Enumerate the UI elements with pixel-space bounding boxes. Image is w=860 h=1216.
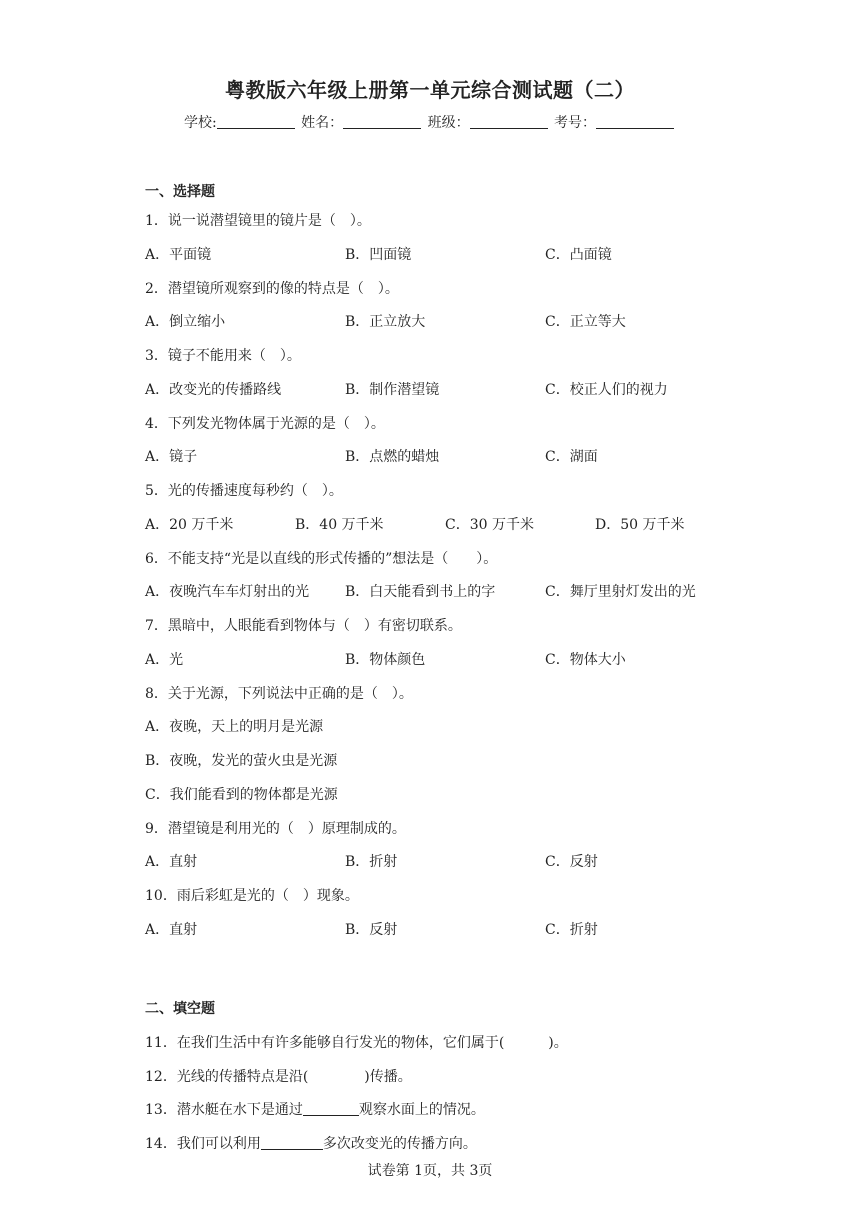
q4-option-a[interactable]: A．镜子 [145, 449, 198, 465]
q11-text-after: )。 [548, 1035, 568, 1051]
question-14 [145, 1133, 477, 1153]
page-title: 粤教版六年级上册第一单元综合测试题（二） [225, 78, 635, 102]
q7-option-c[interactable]: C．物体大小 [545, 652, 626, 668]
number-blank[interactable] [596, 114, 674, 129]
q12-text-after: )传播。 [364, 1069, 412, 1085]
q4-option-b[interactable]: B．点燃的蜡烛 [345, 449, 440, 465]
q7-option-a[interactable]: A．光 [145, 652, 184, 668]
q2-option-a[interactable]: A．倒立缩小 [145, 314, 226, 330]
question-4: 4．下列发光物体属于光源的是（ ）。 [145, 416, 385, 432]
name-blank[interactable] [343, 114, 421, 129]
question-8: 8．关于光源，下列说法中正确的是（ ）。 [145, 686, 413, 702]
q9-option-c[interactable]: C．反射 [545, 854, 598, 870]
q1-option-a[interactable]: A．平面镜 [145, 247, 212, 263]
q2-option-c[interactable]: C．正立等大 [545, 314, 626, 330]
q8-option-b[interactable]: B．夜晚，发光的萤火虫是光源 [145, 753, 338, 769]
class-blank[interactable] [470, 114, 548, 129]
question-6: 6．不能支持“光是以直线的形式传播的”想法是（ ）。 [145, 551, 498, 567]
q6-option-a[interactable]: A．夜晚汽车车灯射出的光 [145, 584, 310, 600]
q13-text-after: 观察水面上的情况。 [358, 1102, 485, 1118]
student-info-line [0, 112, 860, 132]
section-fill-heading: 二、填空题 [145, 1001, 215, 1017]
name-label: 姓名： [301, 115, 344, 131]
q3-option-a[interactable]: A．改变光的传播路线 [145, 382, 282, 398]
question-9: 9．潜望镜是利用光的（ ）原理制成的。 [145, 821, 406, 837]
question-5: 5．光的传播速度每秒约（ ）。 [145, 483, 343, 499]
q10-option-c[interactable]: C．折射 [545, 922, 598, 938]
question-10: 10．雨后彩虹是光的（ ）现象。 [145, 888, 359, 904]
number-label: 考号： [554, 115, 597, 131]
q9-option-a[interactable]: A．直射 [145, 854, 198, 870]
q10-option-a[interactable]: A．直射 [145, 922, 198, 938]
q8-option-c[interactable]: C．我们能看到的物体都是光源 [145, 787, 338, 803]
q1-option-b[interactable]: B．凹面镜 [345, 247, 412, 263]
q14-answer-blank[interactable] [261, 1135, 323, 1150]
q1-option-c[interactable]: C．凸面镜 [545, 247, 612, 263]
q3-option-b[interactable]: B．制作潜望镜 [345, 382, 440, 398]
q5-option-c[interactable]: C．30 万千米 [445, 517, 534, 533]
q10-option-b[interactable]: B．反射 [345, 922, 398, 938]
q8-option-a[interactable]: A．夜晚，天上的明月是光源 [145, 719, 324, 735]
school-blank[interactable] [217, 114, 295, 129]
q5-option-b[interactable]: B．40 万千米 [295, 517, 384, 533]
q4-option-c[interactable]: C．湖面 [545, 449, 598, 465]
q7-option-b[interactable]: B．物体颜色 [345, 652, 426, 668]
page-footer: 试卷第 1页，共 3页 [367, 1163, 493, 1179]
q13-text-before: 13．潜水艇在水下是通过 [145, 1102, 303, 1118]
q3-option-c[interactable]: C．校正人们的视力 [545, 382, 668, 398]
q5-option-d[interactable]: D．50 万千米 [595, 517, 685, 533]
question-12 [145, 1066, 412, 1086]
question-11 [145, 1032, 568, 1052]
q11-text-before: 11．在我们生活中有许多能够自行发光的物体，它们属于( [145, 1035, 505, 1051]
q5-option-a[interactable]: A．20 万千米 [145, 517, 234, 533]
question-13 [145, 1099, 485, 1119]
question-7: 7．黑暗中，人眼能看到物体与（ ）有密切联系。 [145, 618, 462, 634]
q12-text-before: 12．光线的传播特点是沿( [145, 1069, 309, 1085]
class-label: 班级： [427, 115, 470, 131]
section-choice-heading: 一、选择题 [145, 184, 215, 200]
question-3: 3．镜子不能用来（ ）。 [145, 348, 301, 364]
q13-answer-blank[interactable] [303, 1101, 359, 1116]
q2-option-b[interactable]: B．正立放大 [345, 314, 426, 330]
q6-option-b[interactable]: B．白天能看到书上的字 [345, 584, 496, 600]
q6-option-c[interactable]: C．舞厅里射灯发出的光 [545, 584, 696, 600]
school-label: 学校: [183, 115, 217, 131]
q14-text-before: 14．我们可以利用 [145, 1136, 261, 1152]
q14-text-after: 多次改变光的传播方向。 [322, 1136, 477, 1152]
question-1: 1．说一说潜望镜里的镜片是（ ）。 [145, 213, 371, 229]
q9-option-b[interactable]: B．折射 [345, 854, 398, 870]
question-2: 2．潜望镜所观察到的像的特点是（ ）。 [145, 281, 399, 297]
